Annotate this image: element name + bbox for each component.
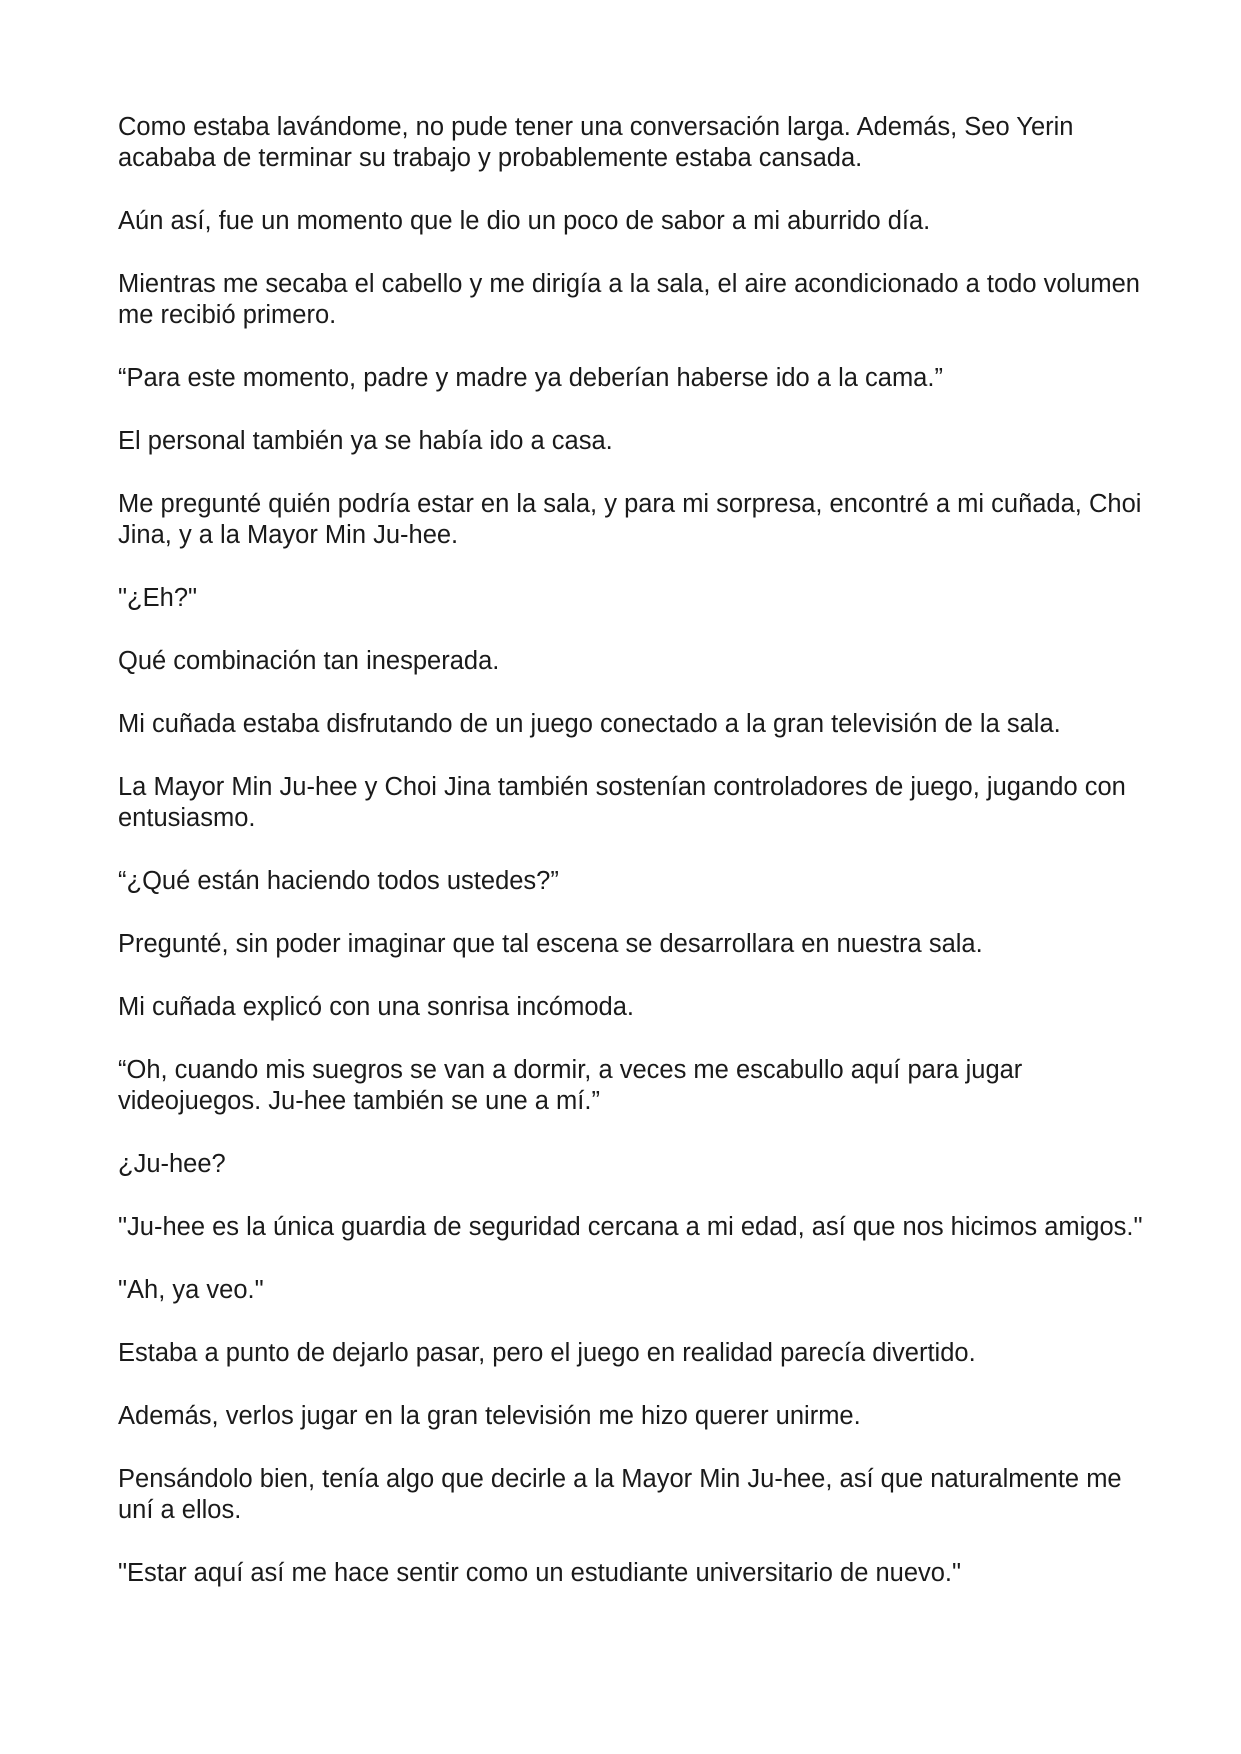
paragraph: Pensándolo bien, tenía algo que decirle a la Mayor Min Ju-hee, así que naturalmente me uní a ellos. — [118, 1465, 1122, 1524]
paragraph: Mi cuñada explicó con una sonrisa incómoda. — [118, 993, 634, 1021]
paragraph: "Ah, ya veo." — [118, 1276, 264, 1304]
paragraph: Además, verlos jugar en la gran televisión me hizo querer unirme. — [118, 1402, 861, 1430]
paragraph: Como estaba lavándome, no pude tener una conversación larga. Además, Seo Yerin acababa de terminar su trabajo y probablemente estaba cansada. — [118, 113, 1074, 172]
paragraph: Estaba a punto de dejarlo pasar, pero el juego en realidad parecía divertido. — [118, 1339, 976, 1367]
body-text — [118, 112, 1148, 1621]
paragraph: “¿Qué están haciendo todos ustedes?” — [118, 867, 559, 895]
paragraph: "Ju-hee es la única guardia de seguridad cercana a mi edad, así que nos hicimos amigos." — [118, 1213, 1143, 1241]
paragraph: Mi cuñada estaba disfrutando de un juego conectado a la gran televisión de la sala. — [118, 710, 1061, 738]
paragraph: “Para este momento, padre y madre ya deberían haberse ido a la cama.” — [118, 364, 943, 392]
paragraph: ¿Ju-hee? — [118, 1150, 226, 1178]
paragraph: Aún así, fue un momento que le dio un poco de sabor a mi aburrido día. — [118, 207, 931, 235]
paragraph: Mientras me secaba el cabello y me dirigía a la sala, el aire acondicionado a todo volumen me recibió primero. — [118, 270, 1140, 329]
paragraph: La Mayor Min Ju-hee y Choi Jina también sostenían controladores de juego, jugando con entusiasmo. — [118, 773, 1126, 832]
paragraph: “Oh, cuando mis suegros se van a dormir, a veces me escabullo aquí para jugar videojuegos. Ju-hee también se une a mí.” — [118, 1056, 1023, 1115]
paragraph: El personal también ya se había ido a casa. — [118, 427, 613, 455]
paragraph: "Estar aquí así me hace sentir como un estudiante universitario de nuevo." — [118, 1559, 962, 1587]
paragraph: Qué combinación tan inesperada. — [118, 647, 500, 675]
paragraph: Me pregunté quién podría estar en la sala, y para mi sorpresa, encontré a mi cuñada, Choi Jina, y a la Mayor Min Ju-hee. — [118, 490, 1142, 549]
paragraph: Pregunté, sin poder imaginar que tal escena se desarrollara en nuestra sala. — [118, 930, 983, 958]
paragraph: "¿Eh?" — [118, 584, 198, 612]
